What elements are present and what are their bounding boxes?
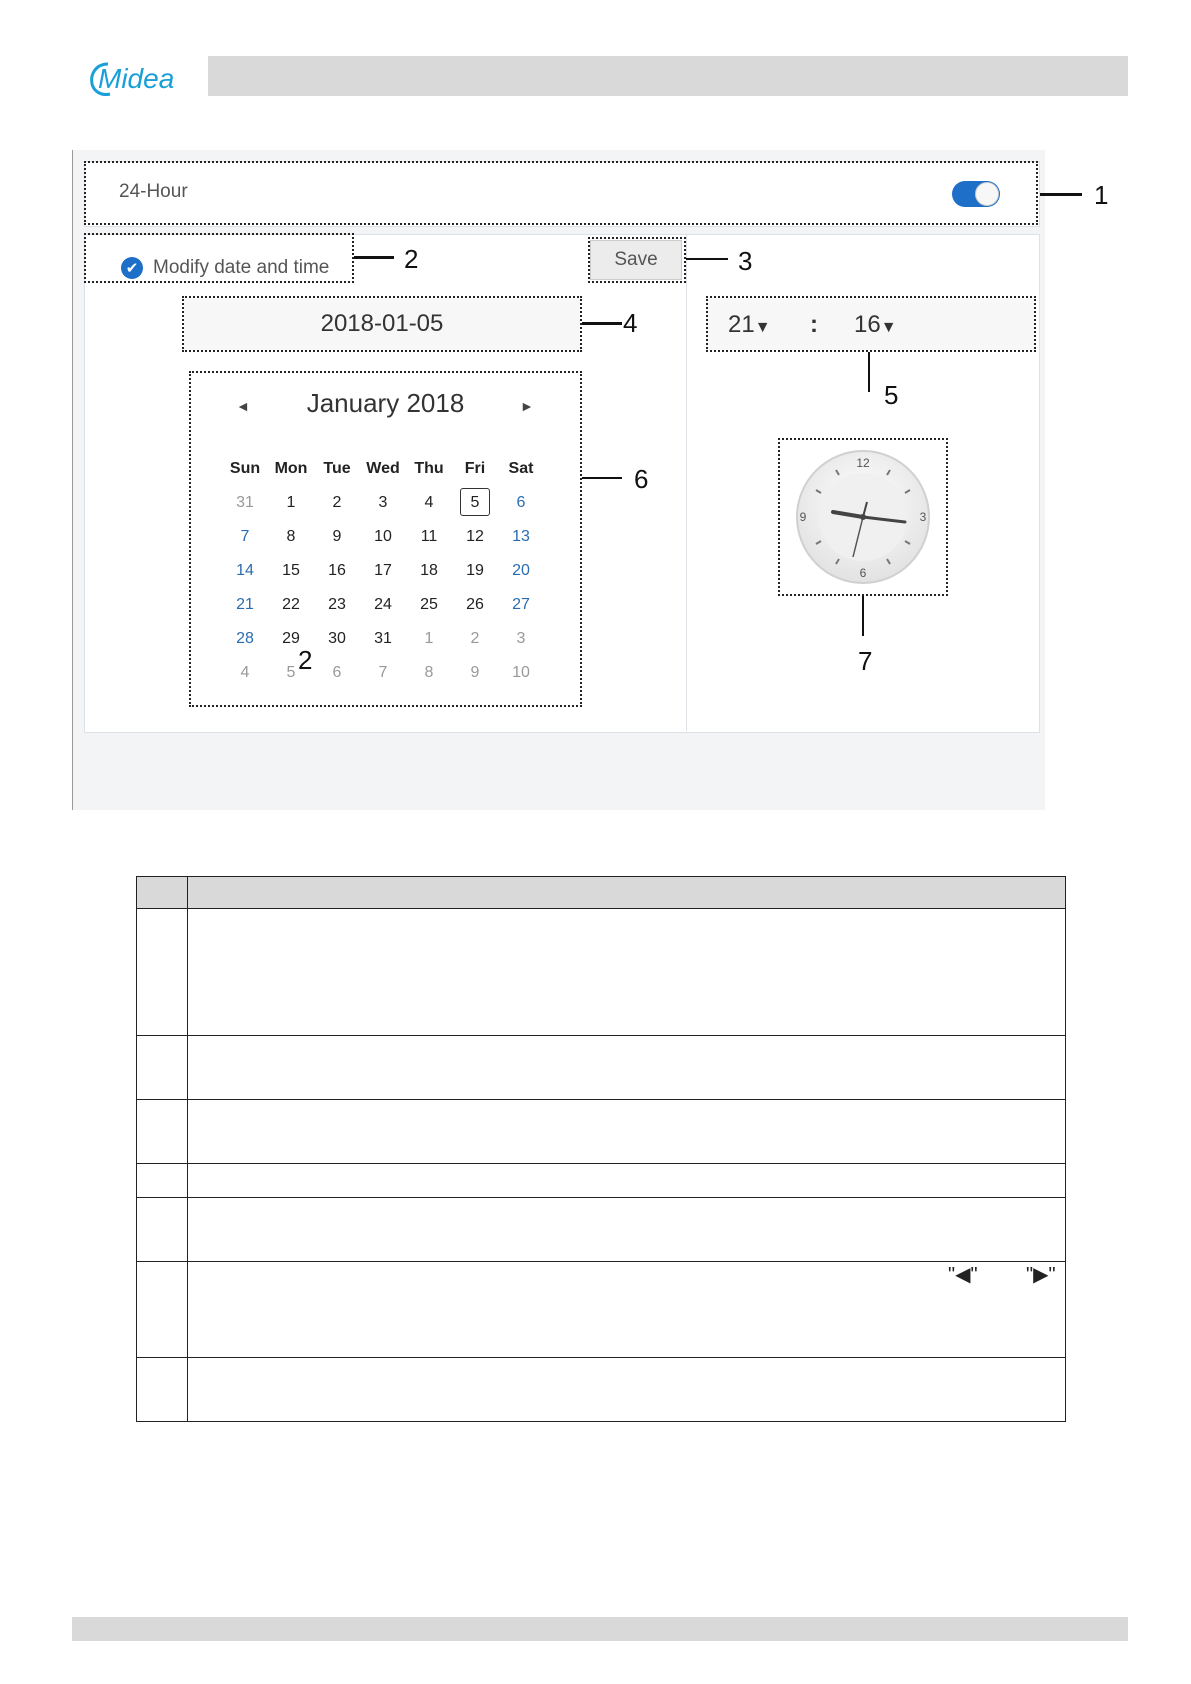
calendar-day[interactable]: 23 (328, 596, 346, 613)
table-row (136, 1100, 1066, 1164)
highlight-4 (182, 296, 582, 352)
hour24-label: 24-Hour (119, 181, 188, 202)
calendar-day[interactable]: 11 (420, 528, 438, 545)
calendar-day[interactable]: 4 (240, 664, 250, 681)
calendar-day[interactable]: 3 (516, 630, 526, 647)
callout-2: 2 (404, 244, 419, 274)
highlight-1 (84, 161, 1038, 225)
calendar-day[interactable]: 8 (286, 528, 296, 545)
hour-value: 21 (728, 311, 755, 338)
callout-5: 5 (884, 380, 899, 410)
weekday-label: Mon (274, 460, 308, 477)
weekday-label: Wed (366, 460, 400, 477)
time-colon: : (810, 311, 818, 338)
modify-checkbox[interactable] (121, 257, 329, 279)
footer-bar (72, 1617, 1128, 1641)
minute-value: 16 (854, 311, 881, 338)
calendar-day[interactable]: 31 (374, 630, 392, 647)
calendar-day[interactable]: 22 (282, 596, 300, 613)
weekday-label: Sat (508, 460, 534, 477)
modify-label: Modify date and time (153, 257, 330, 278)
calendar-day[interactable]: 12 (466, 528, 484, 545)
callout-1: 1 (1094, 180, 1109, 210)
calendar-day[interactable]: 6 (516, 494, 526, 511)
calendar-day[interactable]: 9 (470, 664, 480, 681)
calendar-day[interactable]: 27 (512, 596, 530, 613)
weekday-label: Fri (464, 460, 486, 477)
table-header (136, 876, 1066, 909)
toggle-knob (975, 182, 999, 206)
table-row (136, 1036, 1066, 1100)
calendar-day[interactable]: 4 (424, 494, 434, 511)
calendar-day[interactable]: 14 (236, 562, 254, 579)
calendar-day[interactable]: 6 (332, 664, 342, 681)
calendar-day[interactable]: 10 (512, 664, 530, 681)
calendar-weekdays (222, 452, 562, 486)
calendar-day[interactable]: 1 (286, 494, 296, 511)
calendar-day[interactable]: 30 (328, 630, 346, 647)
callout-2b: 2 (298, 645, 313, 675)
calendar-day[interactable]: 2 (470, 630, 480, 647)
calendar-day[interactable]: 29 (282, 630, 300, 647)
calendar-day[interactable]: 9 (332, 528, 342, 545)
hour24-toggle[interactable] (952, 181, 1000, 207)
check-icon: ✔ (121, 257, 143, 279)
calendar-day[interactable]: 19 (466, 562, 484, 579)
calendar-week (222, 486, 562, 520)
callout-3: 3 (738, 246, 753, 276)
calendar-day[interactable]: 5 (286, 664, 296, 681)
calendar-day[interactable]: 10 (374, 528, 392, 545)
date-field[interactable]: 2018-01-05 (184, 298, 580, 350)
calendar-week (222, 656, 562, 690)
next-month-icon[interactable]: ► (520, 398, 534, 414)
clock-9: 9 (799, 510, 807, 524)
weekday-label: Thu (414, 460, 444, 477)
calendar-day[interactable]: 21 (236, 596, 254, 613)
right-arrow-icon: "▶" (1026, 1264, 1056, 1286)
calendar-day[interactable]: 18 (420, 562, 438, 579)
table-row (136, 1198, 1066, 1262)
calendar-week (222, 588, 562, 622)
calendar-day[interactable]: 7 (378, 664, 388, 681)
calendar-day[interactable]: 20 (512, 562, 530, 579)
calendar-day[interactable]: 17 (374, 562, 392, 579)
analog-clock (793, 447, 933, 587)
calendar-week (222, 520, 562, 554)
chevron-down-icon: ▼ (880, 319, 897, 336)
clock-12: 12 (856, 456, 870, 470)
calendar-day[interactable]: 15 (282, 562, 300, 579)
calendar-grid (222, 452, 562, 690)
calendar-day[interactable]: 3 (378, 494, 388, 511)
save-button[interactable]: Save (590, 240, 682, 280)
calendar-day[interactable]: 7 (240, 528, 250, 545)
card-divider (686, 234, 687, 731)
calendar-day[interactable]: 25 (420, 596, 438, 613)
calendar-day[interactable]: 31 (236, 494, 254, 511)
clock-6: 6 (859, 566, 867, 580)
calendar-week (222, 554, 562, 588)
table-row (136, 1262, 1066, 1358)
calendar-day[interactable]: 28 (236, 630, 254, 647)
left-arrow-icon: "◀" (948, 1264, 978, 1286)
calendar-weeks (222, 486, 562, 690)
calendar-title: January 2018 (306, 388, 465, 418)
calendar-day[interactable]: 26 (466, 596, 484, 613)
callout-7: 7 (858, 646, 873, 676)
table-row (136, 1164, 1066, 1198)
header-bar (208, 56, 1128, 96)
callout-4: 4 (623, 308, 638, 338)
svg-text:Midea: Midea (98, 63, 175, 94)
prev-month-icon[interactable]: ◄ (236, 398, 250, 414)
table-row (136, 1358, 1066, 1422)
callout-6: 6 (634, 464, 649, 494)
highlight-3 (588, 237, 686, 283)
table-row (136, 909, 1066, 1036)
minute-select[interactable] (854, 311, 897, 339)
clock-3: 3 (919, 510, 927, 524)
calendar-day[interactable]: 2 (332, 494, 342, 511)
weekday-label: Tue (323, 460, 351, 477)
calendar-day[interactable]: 16 (328, 562, 346, 579)
midea-logo (88, 56, 198, 98)
calendar-day[interactable]: 24 (374, 596, 392, 613)
chevron-down-icon: ▼ (754, 319, 771, 336)
calendar-day[interactable]: 5 (452, 486, 498, 520)
weekday-label: Sun (229, 460, 261, 477)
hour-select[interactable] (728, 311, 771, 339)
calendar-day[interactable]: 13 (512, 528, 530, 545)
calendar-day[interactable]: 8 (424, 664, 434, 681)
calendar-week (222, 622, 562, 656)
calendar-day[interactable]: 1 (424, 630, 434, 647)
